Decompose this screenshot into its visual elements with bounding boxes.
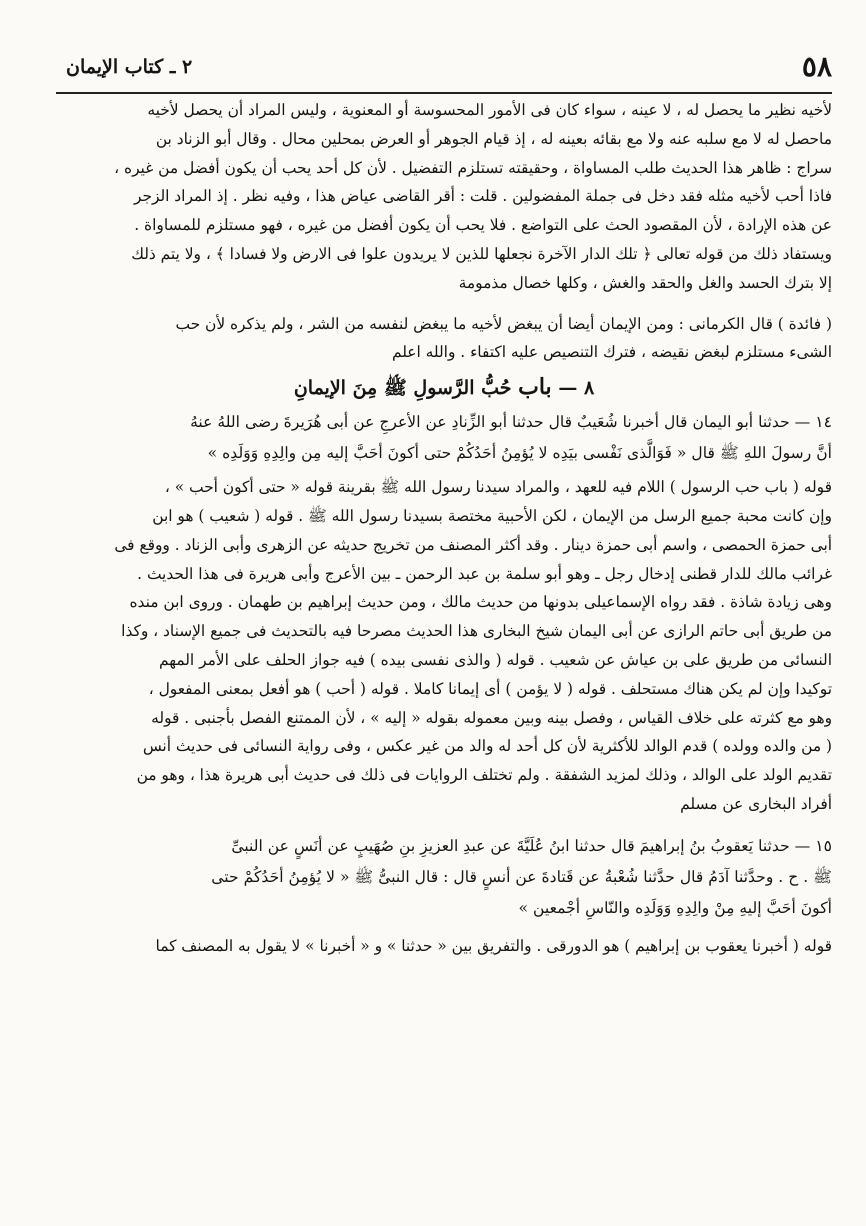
hadith-line: أنَّ رسولَ اللهِ ﷺ قال « فَوَالَّذى نَفْسى بيَدِه لا يُؤمِنُ أحَدُكُمْ حتى أكونَ أحَبَّ إليه مِن والِدِهِ وَوَلَدِه » [207, 444, 832, 463]
text-line: ( من والده وولده ) قدم الوالد للأكثرية لأن كل أحد له والد من غير عكس ، وفى رواية النسائى فى حديث أنس [142, 737, 832, 756]
commentary-block-1 [56, 96, 832, 298]
hadith-line: ١٥ — حدثنا يَعقوبُ بنُ إبراهيمَ قال حدثنا ابنُ عُلَيَّةَ عن عبدِ العزيزِ بنِ صُهَيبٍ عن أنَسٍ عن النبىِّ [231, 836, 832, 855]
chapter-heading [56, 367, 832, 407]
hadith-line: ﷺ . ح . وحدَّثنا آدَمُ قال حدَّثنا شُعْبةُ عن قَتادةَ عن أنسٍ قال : قال النبىُّ ﷺ « لا يُؤمِنُ أحَدُكُمْ حتى [211, 867, 832, 886]
commentary-block-2 [56, 310, 832, 368]
text-line: تقديم الولد على الوالد ، وذلك لمزيد الشفقة . ولم تختلف الروايات فى ذلك فى حديث أبى هريرة هذا ، وهو من [136, 766, 832, 785]
chapter-title: حُبُّ الرَّسولِ ﷺ مِنَ الإيمانِ [293, 377, 512, 400]
text-line: لأخيه نظير ما يحصل له ، لا عينه ، سواء كان فى الأمور المحسوسة أو المعنوية ، وليس المراد أن يحصل لأخيه [147, 101, 832, 119]
chapter-number: ٨ — [558, 377, 595, 400]
hadith-line: ١٤ — حدثنا أبو اليمان قال أخبرنا شُعَيبٌ قال حدثنا أبو الزِّنادِ عن الأعرجِ عن أبى هُرَيرةَ رضى اللهُ عنهُ [190, 413, 832, 432]
hadith-line: أكونَ أحَبَّ إليهِ مِنْ والِدِهِ وَوَلَدِه والنّاسِ أجْمعين » [518, 898, 832, 917]
text-line: سراج : ظاهر هذا الحديث طلب المساواة ، وحقيقته تستلزم التفضيل . لأن كل أحد يحب أن يكون أفضل من غيره ، [114, 158, 832, 177]
text-line: الشىء مستلزم لبغض نقيضه ، فترك التنصيص عليه اكتفاء . والله اعلم [391, 343, 832, 362]
header-rule [56, 92, 832, 94]
text-line: قوله ( أخبرنا يعقوب بن إبراهيم ) هو الدورقى . والتفريق بين « حدثنا » و « أخبرنا » لا يقول به المصنف كما [155, 936, 832, 955]
commentary-block-4 [56, 932, 832, 961]
text-line: ( فائدة ) قال الكرمانى : ومن الإيمان أيضا أن يبغض لأخيه ما يبغض لنفسه من الشر ، ولم يذكره لأن حب [175, 314, 832, 333]
text-line: غرائب مالك للدار قطنى إدخال رجل ـ وهو أبو سلمة بن عبد الرحمن ـ بين الأعرج وأبى هريرة فى هذا الحديث . [137, 564, 832, 583]
page-number: ٥٨ [801, 50, 832, 83]
text-line: وهى زيادة شاذة . فقد رواه الإسماعيلى بدونها من حديث مالك ، ومن حديث إبراهيم بن طهمان . وروى ابن منده [129, 593, 832, 612]
hadith-15 [56, 831, 832, 924]
text-line: ماحصل له لا مع سلبه عنه ولا مع بقائه بعينه له ، إذ قيام الجوهر أو العرض بمحلين محال . وقال أبو الزناد بن [155, 129, 832, 148]
text-line: توكيدا وإن لم يكن هناك مستحلف . قوله ( لا يؤمن ) أى إيمانا كاملا . قوله ( أحب ) هو أفعل بمعنى المفعول ، [148, 679, 832, 698]
text-line: أبى حمزة الحمصى ، واسم أبى حمزة دينار . وقد أكثر المصنف من تخريج حديثه عن الزهرى وأبى الزناد . ووقع فى [114, 535, 832, 554]
chapter-bab: باب [518, 374, 552, 401]
text-line: النسائى من طريق على بن عياش عن شعيب . قوله ( والذى نفسى بيده ) فيه جواز الحلف على الأمر المهم [158, 650, 832, 669]
text-line: وهو مع كثرته على خلاف القياس ، وفصل بينه وبين معموله بقوله « إليه » ، لأن الممتنع الفصل بأجنبى . قوله [151, 708, 832, 727]
text-line: عن هذه الإرادة ، لأن المقصود الحث على التواضع . فلا يحب أن يكون أفضل من غيره ، فهو مستلزم للمساواة . [134, 216, 832, 235]
text-line: فاذا أحب لأخيه مثله فقد دخل فى جملة المفضولين . قلت : أقر القاضى عياض هذا ، وفيه نظر . إذ المراد الزجر [133, 187, 832, 206]
book-page [56, 44, 832, 1204]
commentary-block-3 [56, 473, 832, 819]
text-line: من طريق أبى حاتم الرازى عن أبى اليمان شيخ البخارى هذا الحديث مصرحا فيه بالتحديث فى جميع الإسناد ، وكذا [121, 622, 832, 641]
text-line: وإن كانت محبة جميع الرسل من الإيمان ، لكن الأحبية مختصة بسيدنا رسول الله ﷺ . قوله ( شعيب ) هو ابن [152, 506, 832, 525]
text-line: إلا بترك الحسد والغل والحقد والغش ، وكلها خصال مذمومة [458, 273, 832, 292]
text-line: ويستفاد ذلك من قوله تعالى ﴿ تلك الدار الآخرة نجعلها للذين لا يريدون علوا فى الارض ولا فسادا ﴾ ، ولا يتم ذلك [131, 244, 832, 263]
page-header [56, 44, 832, 96]
text-line: أفراد البخارى عن مسلم [680, 794, 832, 813]
hadith-14 [56, 407, 832, 469]
running-title: ٢ ـ كتاب الإيمان [66, 56, 193, 78]
text-line: قوله ( باب حب الرسول ) اللام فيه للعهد ، والمراد سيدنا رسول الله ﷺ بقرينة قوله « حتى أكون أحب » ، [164, 478, 832, 497]
